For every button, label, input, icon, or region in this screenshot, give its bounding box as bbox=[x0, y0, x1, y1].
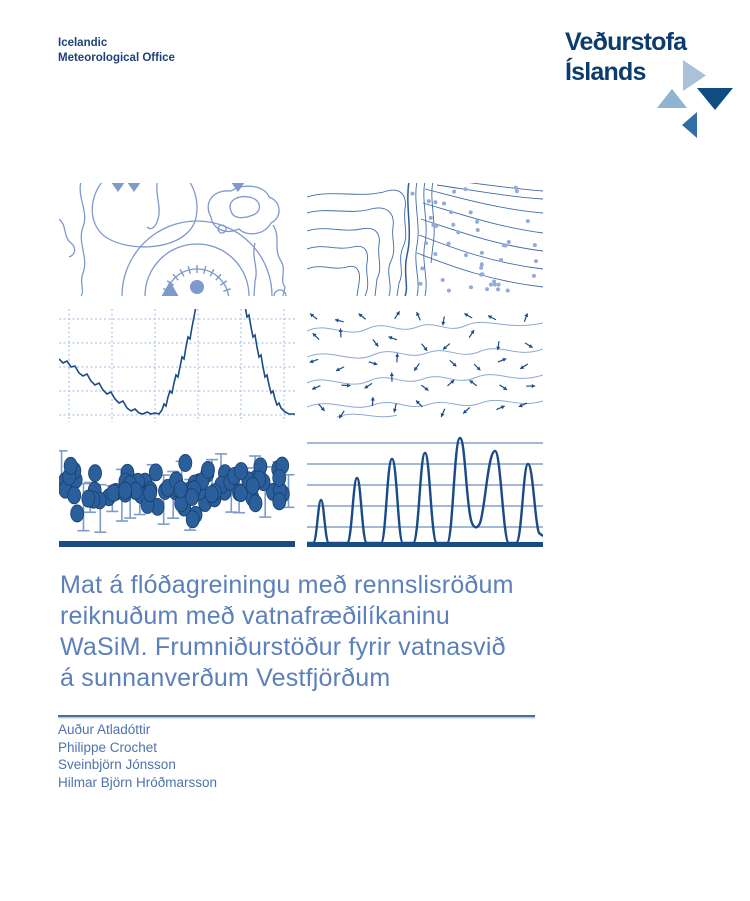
org-name bbox=[58, 36, 175, 66]
report-title-line2: reiknuðum með vatnafræðilíkaninu bbox=[60, 602, 450, 630]
report-title-line1: Mat á flóðagreiningu með rennslisröðum bbox=[60, 571, 514, 599]
figure-thumbnail-peaks bbox=[307, 435, 543, 548]
logo-pinwheel-icon bbox=[650, 55, 750, 145]
author-list bbox=[58, 721, 217, 791]
report-title-line3: WaSiM. Frumniðurstöður fyrir vatnasvið bbox=[60, 633, 506, 661]
horizontal-gridlines bbox=[307, 443, 543, 527]
figure-thumbnail-errorbars bbox=[59, 435, 295, 548]
org-name-line1: Icelandic bbox=[58, 37, 108, 49]
logo-wordmark-line1: Veðurstofa bbox=[565, 28, 687, 56]
author-name: Auður Atladóttir bbox=[58, 722, 151, 737]
org-name-line2: Meteorological Office bbox=[58, 52, 175, 64]
dashed-grid bbox=[59, 309, 295, 422]
figure-thumbnail-timeseries bbox=[59, 309, 295, 422]
author-name: Hilmar Björn Hróðmarsson bbox=[58, 774, 218, 790]
author-name: Philippe Crochet bbox=[58, 739, 158, 755]
figure-thumbnail-map-gauge bbox=[59, 183, 295, 296]
pinwheel-triangle-up-icon bbox=[657, 89, 687, 108]
divider-line bbox=[58, 715, 535, 717]
pinwheel-triangle-left-icon bbox=[682, 112, 697, 138]
report-title bbox=[60, 570, 514, 694]
author-name: Sveinbjörn Jónsson bbox=[58, 757, 176, 773]
logo-wordmark-line2: Íslands bbox=[565, 58, 646, 86]
report-title-line4: á sunnanverðum Vestfjörðum bbox=[60, 664, 391, 692]
figure-thumbnail-contour-dots bbox=[307, 183, 543, 296]
figure-grid bbox=[59, 183, 543, 548]
figure-thumbnail-vector-field bbox=[307, 309, 543, 422]
pinwheel-triangle-down-icon bbox=[697, 88, 733, 110]
pinwheel-triangle-right-icon bbox=[683, 60, 706, 91]
